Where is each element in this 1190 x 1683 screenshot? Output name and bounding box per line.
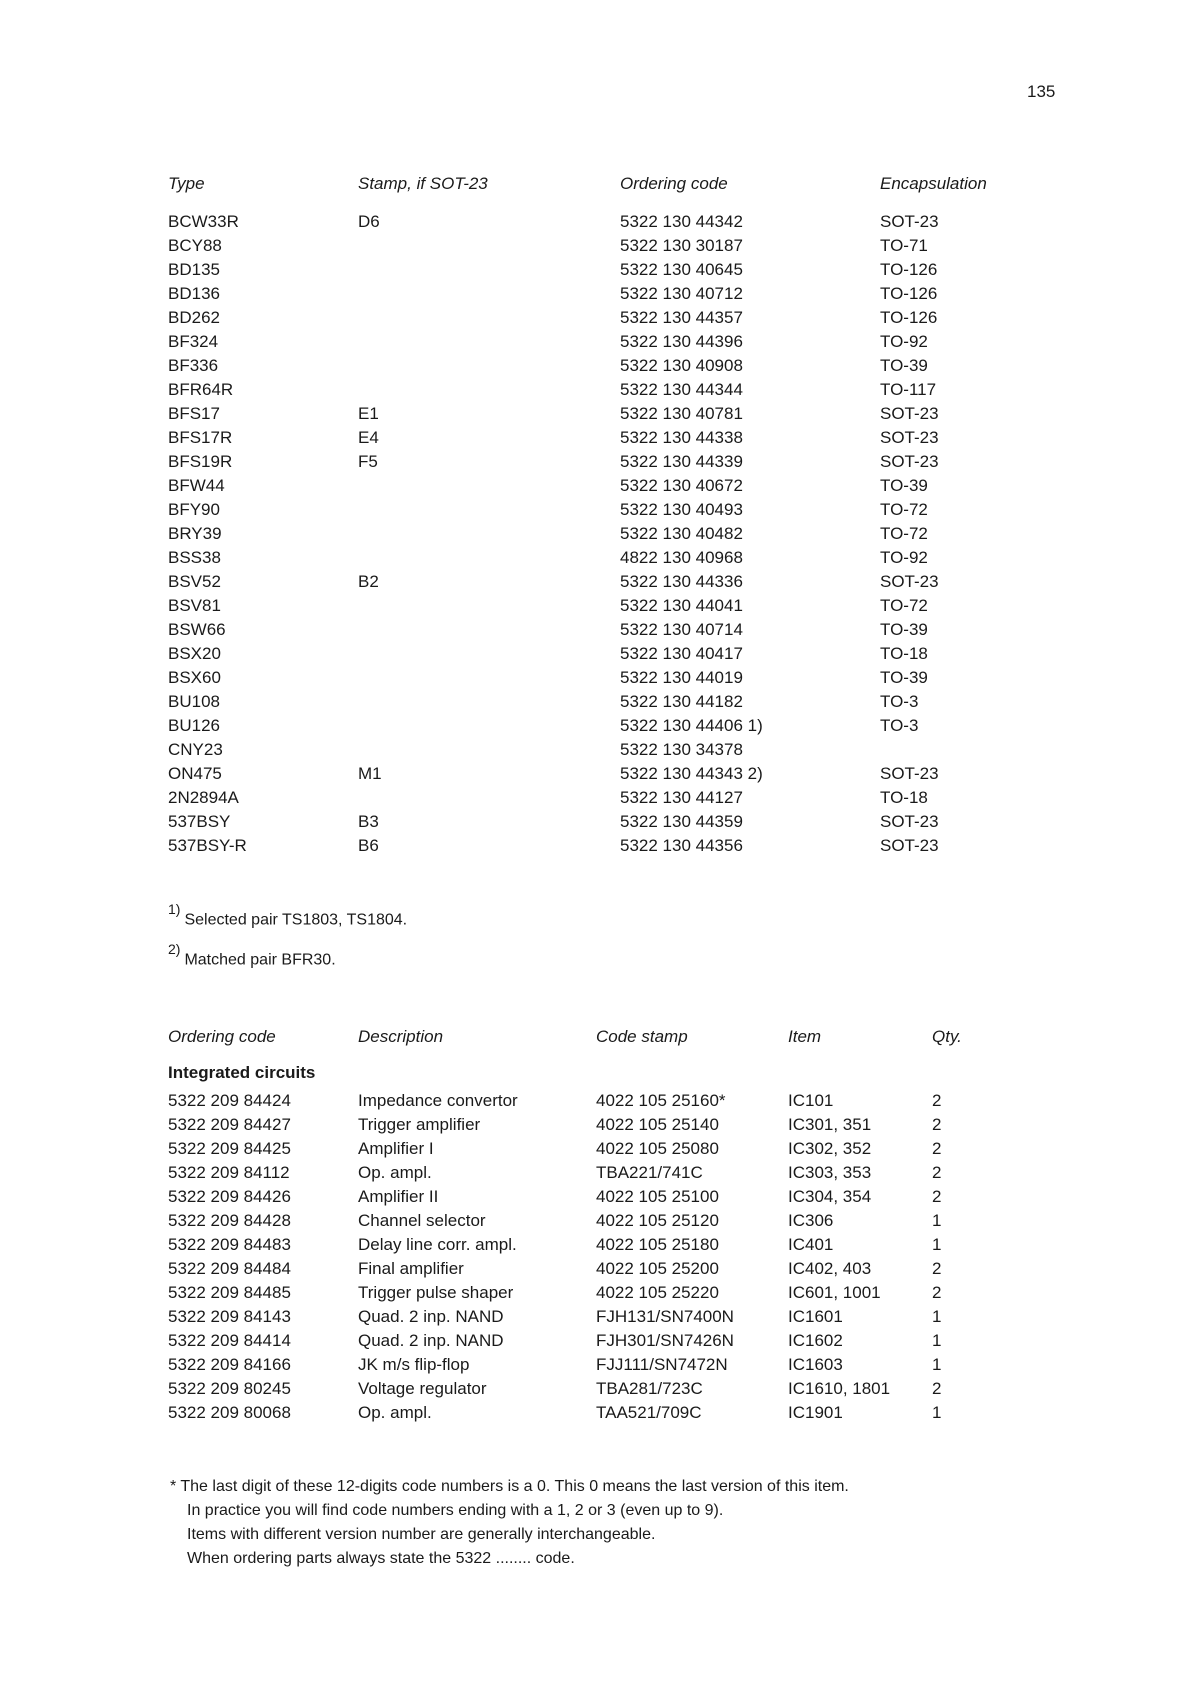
cell-item: IC302, 352 bbox=[788, 1139, 872, 1158]
cell-ordering-code: 5322 130 44127 bbox=[620, 788, 743, 807]
note-line: In practice you will find code numbers ending with a 1, 2 or 3 (even up to 9). bbox=[187, 1502, 724, 1519]
cell-type: BSS38 bbox=[168, 548, 221, 567]
table-row bbox=[168, 1235, 942, 1259]
cell-encapsulation: TO-39 bbox=[880, 620, 928, 639]
cell-ordering-code: 5322 209 84424 bbox=[168, 1091, 291, 1110]
cell-encapsulation: TO-3 bbox=[880, 692, 919, 711]
cell-encapsulation: SOT-23 bbox=[880, 452, 939, 471]
cell-ordering-code: 5322 130 44336 bbox=[620, 572, 743, 591]
cell-ordering-code: 5322 130 40908 bbox=[620, 356, 743, 375]
cell-type: CNY23 bbox=[168, 740, 223, 759]
header-item: Item bbox=[788, 1027, 822, 1046]
cell-item: IC301, 351 bbox=[788, 1115, 872, 1134]
cell-ordering-code: 5322 130 44396 bbox=[620, 332, 743, 351]
cell-type: BSW66 bbox=[168, 620, 226, 639]
footnote-1 bbox=[168, 901, 408, 945]
cell-encapsulation: TO-39 bbox=[880, 356, 928, 375]
cell-ordering-code: 5322 209 84483 bbox=[168, 1235, 291, 1254]
footnote-text: Matched pair BFR30. bbox=[184, 951, 336, 969]
table-row bbox=[168, 1307, 942, 1331]
cell-ordering-code: 5322 130 40672 bbox=[620, 476, 743, 495]
cell-type: BFS19R bbox=[168, 452, 233, 471]
cell-type: BFY90 bbox=[168, 500, 220, 519]
cell-ordering-code: 5322 130 44344 bbox=[620, 380, 743, 399]
cell-item: IC1610, 1801 bbox=[788, 1379, 891, 1398]
page-number: 135 bbox=[1027, 82, 1056, 101]
cell-ordering-code: 5322 130 44356 bbox=[620, 836, 743, 855]
table-row bbox=[168, 1379, 942, 1403]
header-type: Type bbox=[168, 174, 205, 193]
cell-encapsulation: TO-92 bbox=[880, 548, 928, 567]
cell-ordering-code: 5322 209 84414 bbox=[168, 1331, 291, 1350]
cell-description: Impedance convertor bbox=[358, 1091, 518, 1110]
cell-type: BD136 bbox=[168, 284, 220, 303]
cell-encapsulation: SOT-23 bbox=[880, 428, 939, 447]
cell-qty: 2 bbox=[932, 1379, 942, 1398]
cell-ordering-code: 5322 209 84425 bbox=[168, 1139, 291, 1158]
cell-type: ON475 bbox=[168, 764, 222, 783]
header-stamp: Stamp, if SOT-23 bbox=[358, 174, 488, 193]
cell-type: BSV52 bbox=[168, 572, 221, 591]
cell-ordering-code: 5322 130 44019 bbox=[620, 668, 743, 687]
cell-encapsulation: TO-117 bbox=[880, 380, 937, 399]
header-qty: Qty. bbox=[932, 1027, 962, 1046]
cell-description: Delay line corr. ampl. bbox=[358, 1235, 517, 1254]
cell-ordering-code: 5322 130 44339 bbox=[620, 452, 743, 471]
cell-ordering-code: 5322 209 80068 bbox=[168, 1403, 291, 1422]
header-description: Description bbox=[358, 1027, 444, 1046]
cell-description: Amplifier II bbox=[358, 1187, 439, 1206]
cell-ordering-code: 5322 130 40781 bbox=[620, 404, 743, 423]
cell-encapsulation: TO-92 bbox=[880, 332, 928, 351]
cell-stamp: E4 bbox=[358, 428, 379, 447]
cell-ordering-code: 5322 130 44182 bbox=[620, 692, 743, 711]
cell-encapsulation: SOT-23 bbox=[880, 764, 939, 783]
cell-item: IC401 bbox=[788, 1235, 834, 1254]
cell-code-stamp: TBA281/723C bbox=[596, 1379, 703, 1398]
cell-ordering-code: 5322 130 44357 bbox=[620, 308, 743, 327]
cell-item: IC601, 1001 bbox=[788, 1283, 881, 1302]
cell-ordering-code: 5322 130 40712 bbox=[620, 284, 743, 303]
cell-ordering-code: 5322 130 44343 2) bbox=[620, 764, 763, 783]
cell-ordering-code: 5322 130 40714 bbox=[620, 620, 743, 639]
cell-item: IC1602 bbox=[788, 1331, 843, 1350]
cell-item: IC1901 bbox=[788, 1403, 843, 1422]
cell-type: 537BSY-R bbox=[168, 836, 247, 855]
cell-encapsulation: TO-72 bbox=[880, 500, 928, 519]
cell-code-stamp: 4022 105 25140 bbox=[596, 1115, 719, 1134]
header-code-stamp: Code stamp bbox=[596, 1027, 688, 1046]
cell-code-stamp: FJJ111/SN7472N bbox=[596, 1355, 728, 1374]
cell-qty: 1 bbox=[932, 1235, 942, 1254]
cell-type: BFS17R bbox=[168, 428, 233, 447]
cell-type: BF324 bbox=[168, 332, 219, 351]
cell-ordering-code: 5322 209 84166 bbox=[168, 1355, 291, 1374]
cell-qty: 1 bbox=[932, 1331, 942, 1350]
cell-ordering-code: 5322 209 84143 bbox=[168, 1307, 291, 1326]
header-ordering-code: Ordering code bbox=[168, 1027, 276, 1046]
table-row bbox=[168, 1259, 942, 1283]
header-ordering-code: Ordering code bbox=[620, 174, 728, 193]
cell-encapsulation: TO-3 bbox=[880, 716, 919, 735]
header-encapsulation: Encapsulation bbox=[880, 174, 987, 193]
cell-encapsulation: SOT-23 bbox=[880, 212, 939, 231]
cell-code-stamp: FJH301/SN7426N bbox=[596, 1331, 734, 1350]
cell-ordering-code: 4822 130 40968 bbox=[620, 548, 743, 567]
cell-qty: 1 bbox=[932, 1307, 942, 1326]
cell-description: Quad. 2 inp. NAND bbox=[358, 1307, 504, 1326]
cell-ordering-code: 5322 130 34378 bbox=[620, 740, 743, 759]
cell-encapsulation: SOT-23 bbox=[880, 404, 939, 423]
cell-encapsulation: TO-71 bbox=[880, 236, 928, 255]
cell-code-stamp: 4022 105 25160* bbox=[596, 1091, 726, 1110]
cell-stamp: F5 bbox=[358, 452, 378, 471]
table-row bbox=[168, 1211, 942, 1235]
cell-encapsulation: TO-72 bbox=[880, 524, 928, 543]
cell-type: BD262 bbox=[168, 308, 220, 327]
cell-item: IC101 bbox=[788, 1091, 834, 1110]
table-row bbox=[168, 1403, 942, 1427]
footnote-2 bbox=[168, 941, 407, 985]
cell-type: BFW44 bbox=[168, 476, 225, 495]
cell-type: 2N2894A bbox=[168, 788, 239, 807]
cell-item: IC304, 354 bbox=[788, 1187, 872, 1206]
cell-code-stamp: 4022 105 25180 bbox=[596, 1235, 719, 1254]
table-row bbox=[168, 1331, 942, 1355]
cell-ordering-code: 5322 130 44359 bbox=[620, 812, 743, 831]
cell-code-stamp: 4022 105 25200 bbox=[596, 1259, 719, 1278]
cell-item: IC1603 bbox=[788, 1355, 843, 1374]
cell-type: BCW33R bbox=[168, 212, 239, 231]
cell-ordering-code: 5322 209 80245 bbox=[168, 1379, 291, 1398]
cell-ordering-code: 5322 130 44406 1) bbox=[620, 716, 763, 735]
cell-description: Quad. 2 inp. NAND bbox=[358, 1331, 504, 1350]
cell-stamp: B3 bbox=[358, 812, 379, 831]
ic-table bbox=[168, 1027, 962, 1427]
cell-type: BD135 bbox=[168, 260, 220, 279]
cell-encapsulation: SOT-23 bbox=[880, 836, 939, 855]
notes bbox=[170, 1475, 849, 1571]
cell-qty: 2 bbox=[932, 1163, 942, 1182]
cell-qty: 1 bbox=[932, 1403, 942, 1422]
cell-qty: 2 bbox=[932, 1283, 942, 1302]
ic-table-body bbox=[168, 1091, 942, 1427]
cell-description: Channel selector bbox=[358, 1211, 486, 1230]
cell-qty: 2 bbox=[932, 1115, 942, 1134]
cell-description: JK m/s flip-flop bbox=[358, 1355, 470, 1374]
cell-description: Amplifier I bbox=[358, 1139, 434, 1158]
cell-encapsulation: SOT-23 bbox=[880, 812, 939, 831]
cell-description: Voltage regulator bbox=[358, 1379, 487, 1398]
cell-stamp: E1 bbox=[358, 404, 379, 423]
cell-item: IC402, 403 bbox=[788, 1259, 872, 1278]
cell-encapsulation: TO-39 bbox=[880, 476, 928, 495]
cell-code-stamp: TAA521/709C bbox=[596, 1403, 702, 1422]
cell-stamp: B6 bbox=[358, 836, 379, 855]
cell-type: 537BSY bbox=[168, 812, 231, 831]
cell-ordering-code: 5322 130 44041 bbox=[620, 596, 743, 615]
table-row bbox=[168, 1163, 942, 1187]
note-line: * The last digit of these 12-digits code numbers is a 0. This 0 means the last version of this item. bbox=[170, 1478, 849, 1495]
cell-encapsulation: TO-39 bbox=[880, 668, 928, 687]
cell-qty: 2 bbox=[932, 1187, 942, 1206]
cell-description: Op. ampl. bbox=[358, 1403, 432, 1422]
cell-qty: 2 bbox=[932, 1139, 942, 1158]
cell-ordering-code: 5322 130 40645 bbox=[620, 260, 743, 279]
cell-item: IC1601 bbox=[788, 1307, 843, 1326]
cell-type: BSX20 bbox=[168, 644, 221, 663]
cell-type: BF336 bbox=[168, 356, 219, 375]
cell-encapsulation: TO-126 bbox=[880, 260, 938, 279]
cell-type: BRY39 bbox=[168, 524, 222, 543]
cell-code-stamp: 4022 105 25080 bbox=[596, 1139, 719, 1158]
footnotes bbox=[168, 901, 408, 985]
cell-description: Final amplifier bbox=[358, 1259, 464, 1278]
cell-type: BU126 bbox=[168, 716, 220, 735]
cell-description: Trigger amplifier bbox=[358, 1115, 481, 1134]
cell-ordering-code: 5322 130 40482 bbox=[620, 524, 743, 543]
cell-item: IC303, 353 bbox=[788, 1163, 872, 1182]
table-row bbox=[168, 1091, 942, 1115]
cell-code-stamp: 4022 105 25100 bbox=[596, 1187, 719, 1206]
cell-description: Op. ampl. bbox=[358, 1163, 432, 1182]
cell-qty: 1 bbox=[932, 1355, 942, 1374]
cell-ordering-code: 5322 130 40417 bbox=[620, 644, 743, 663]
cell-encapsulation: TO-72 bbox=[880, 596, 928, 615]
cell-ordering-code: 5322 209 84427 bbox=[168, 1115, 291, 1134]
footnote-mark: 1) bbox=[168, 901, 181, 917]
cell-type: BFR64R bbox=[168, 380, 234, 399]
cell-ordering-code: 5322 209 84485 bbox=[168, 1283, 291, 1302]
cell-encapsulation: SOT-23 bbox=[880, 572, 939, 591]
cell-encapsulation: TO-126 bbox=[880, 284, 938, 303]
cell-type: BSV81 bbox=[168, 596, 221, 615]
cell-stamp: D6 bbox=[358, 212, 380, 231]
cell-type: BCY88 bbox=[168, 236, 222, 255]
footnote-text: Selected pair TS1803, TS1804. bbox=[184, 911, 408, 929]
cell-stamp: B2 bbox=[358, 572, 379, 591]
cell-ordering-code: 5322 130 44342 bbox=[620, 212, 743, 231]
cell-qty: 2 bbox=[932, 1091, 942, 1110]
cell-qty: 2 bbox=[932, 1259, 942, 1278]
table-row bbox=[168, 1115, 942, 1139]
cell-type: BU108 bbox=[168, 692, 220, 711]
cell-ordering-code: 5322 209 84112 bbox=[168, 1163, 290, 1182]
cell-code-stamp: TBA221/741C bbox=[596, 1163, 703, 1182]
cell-ordering-code: 5322 209 84484 bbox=[168, 1259, 291, 1278]
table-row bbox=[168, 1283, 942, 1307]
section-title: Integrated circuits bbox=[168, 1063, 316, 1082]
cell-encapsulation: TO-126 bbox=[880, 308, 938, 327]
cell-ordering-code: 5322 130 44338 bbox=[620, 428, 743, 447]
cell-ordering-code: 5322 209 84426 bbox=[168, 1187, 291, 1206]
ic-table-header bbox=[168, 1027, 962, 1061]
cell-ordering-code: 5322 130 30187 bbox=[620, 236, 743, 255]
cell-type: BSX60 bbox=[168, 668, 221, 687]
cell-ordering-code: 5322 209 84428 bbox=[168, 1211, 291, 1230]
cell-stamp: M1 bbox=[358, 764, 382, 783]
cell-type: BFS17 bbox=[168, 404, 220, 423]
cell-item: IC306 bbox=[788, 1211, 834, 1230]
table-row bbox=[168, 1355, 942, 1379]
cell-description: Trigger pulse shaper bbox=[358, 1283, 514, 1302]
cell-code-stamp: 4022 105 25120 bbox=[596, 1211, 719, 1230]
cell-qty: 1 bbox=[932, 1211, 942, 1230]
note-line: When ordering parts always state the 5322 ........ code. bbox=[187, 1550, 575, 1567]
note-line: Items with different version number are generally interchangeable. bbox=[187, 1526, 656, 1543]
cell-encapsulation: TO-18 bbox=[880, 788, 928, 807]
cell-encapsulation: TO-18 bbox=[880, 644, 928, 663]
cell-code-stamp: 4022 105 25220 bbox=[596, 1283, 719, 1302]
footnote-mark: 2) bbox=[168, 941, 181, 957]
table-row bbox=[168, 1139, 942, 1163]
cell-ordering-code: 5322 130 40493 bbox=[620, 500, 743, 519]
table-row bbox=[168, 1187, 942, 1211]
cell-code-stamp: FJH131/SN7400N bbox=[596, 1307, 734, 1326]
